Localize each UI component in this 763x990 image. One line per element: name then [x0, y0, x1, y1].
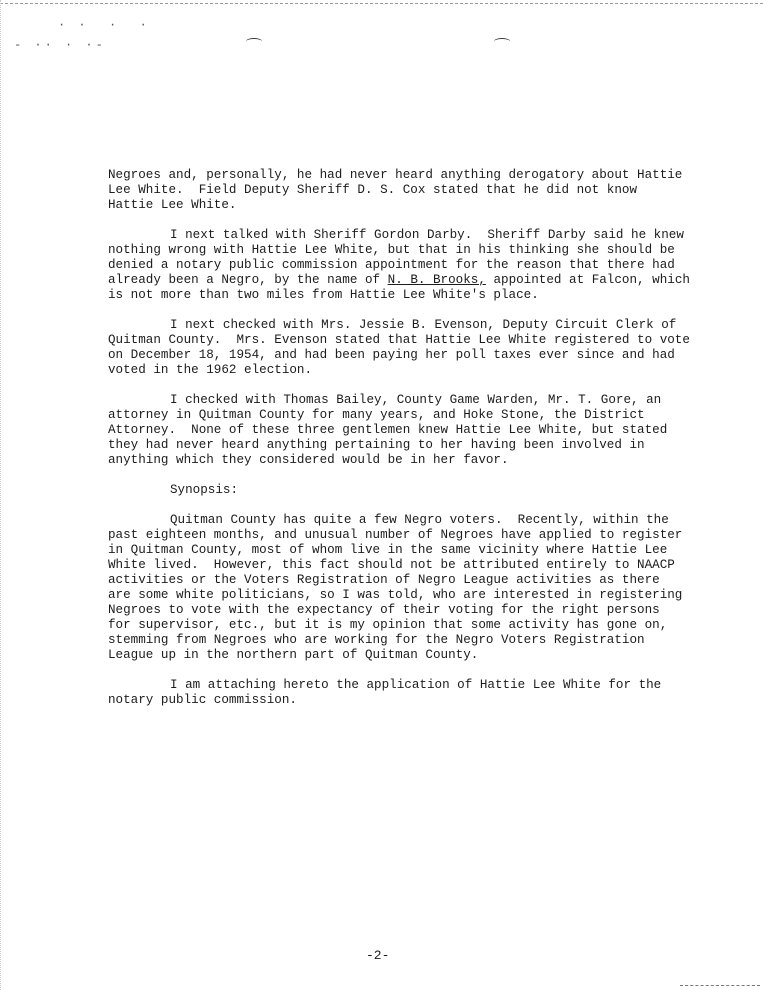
- text-line: I next checked with Mrs. Jessie B. Evenson, Deputy Circuit Clerk of: [170, 318, 677, 332]
- paragraph-3: [108, 318, 698, 378]
- text-line: they had never heard anything pertaining to her having been involved in: [108, 438, 645, 452]
- text-line: anything which they considered would be in her favor.: [108, 453, 509, 467]
- paragraph-1: [108, 168, 698, 213]
- text-line: League up in the northern part of Quitman County.: [108, 648, 479, 662]
- text-line: White lived. However, this fact should not be attributed entirely to NAACP: [108, 558, 675, 572]
- text-line: Quitman County. Mrs. Evenson stated that Hattie Lee White registered to vote: [108, 333, 690, 347]
- text-line: voted in the 1962 election.: [108, 363, 313, 377]
- scan-mark: [680, 985, 760, 986]
- text-line: I checked with Thomas Bailey, County Game Warden, Mr. T. Gore, an: [170, 393, 662, 407]
- text-line: Hattie Lee White.: [108, 198, 237, 212]
- text-line: Lee White. Field Deputy Sheriff D. S. Cox stated that he did not know: [108, 183, 638, 197]
- text-line: for supervisor, etc., but it is my opinion that some activity has gone on,: [108, 618, 668, 632]
- text-line: nothing wrong with Hattie Lee White, but that in his thinking she should be: [108, 243, 675, 257]
- left-edge-rule: [0, 0, 3, 990]
- underlined-name: N. B. Brooks,: [387, 273, 486, 287]
- synopsis-heading: Synopsis:: [170, 483, 239, 497]
- text-line: are some white politicians, so I was told, who are interested in registering: [108, 588, 683, 602]
- page-number: -2-: [366, 948, 390, 963]
- text-line: denied a notary public commission appointment for the reason that there had: [108, 258, 675, 272]
- scan-mark: [494, 38, 510, 45]
- paragraph-2: [108, 228, 698, 303]
- text-line: attorney in Quitman County for many years, and Hoke Stone, the District: [108, 408, 645, 422]
- text-line: I am attaching hereto the application of Hattie Lee White for the: [170, 678, 662, 692]
- paragraph-5: [108, 513, 698, 663]
- top-border-rule: [0, 3, 763, 4]
- text-line: [108, 273, 698, 288]
- text-line: activities or the Voters Registration of Negro League activities as there: [108, 573, 660, 587]
- text-line: in Quitman County, most of whom live in the same vicinity where Hattie Lee: [108, 543, 668, 557]
- text-line: notary public commission.: [108, 693, 297, 707]
- scan-speck: - ·· · ·-: [14, 38, 106, 52]
- document-body: [108, 168, 698, 708]
- text-line: on December 18, 1954, and had been paying her poll taxes ever since and had: [108, 348, 675, 362]
- text-line: Attorney. None of these three gentlemen knew Hattie Lee White, but stated: [108, 423, 668, 437]
- text-line: is not more than two miles from Hattie Lee White's place.: [108, 288, 539, 302]
- text-segment: appointed at Falcon, which: [485, 273, 690, 287]
- text-line: Negroes to vote with the expectancy of their voting for the right persons: [108, 603, 660, 617]
- text-line: Negroes and, personally, he had never heard anything derogatory about Hattie: [108, 168, 683, 182]
- paragraph-4: [108, 393, 698, 468]
- scan-speck: · · · ·: [58, 18, 150, 32]
- text-line: I next talked with Sheriff Gordon Darby. Sheriff Darby said he knew: [170, 228, 684, 242]
- text-line: stemming from Negroes who are working for the Negro Voters Registration: [108, 633, 645, 647]
- text-line: past eighteen months, and unusual number of Negroes have applied to register: [108, 528, 683, 542]
- text-segment: already been a Negro, by the name of: [108, 273, 388, 287]
- paragraph-6: [108, 678, 698, 708]
- text-line: Quitman County has quite a few Negro voters. Recently, within the: [170, 513, 669, 527]
- scan-mark: [246, 38, 262, 45]
